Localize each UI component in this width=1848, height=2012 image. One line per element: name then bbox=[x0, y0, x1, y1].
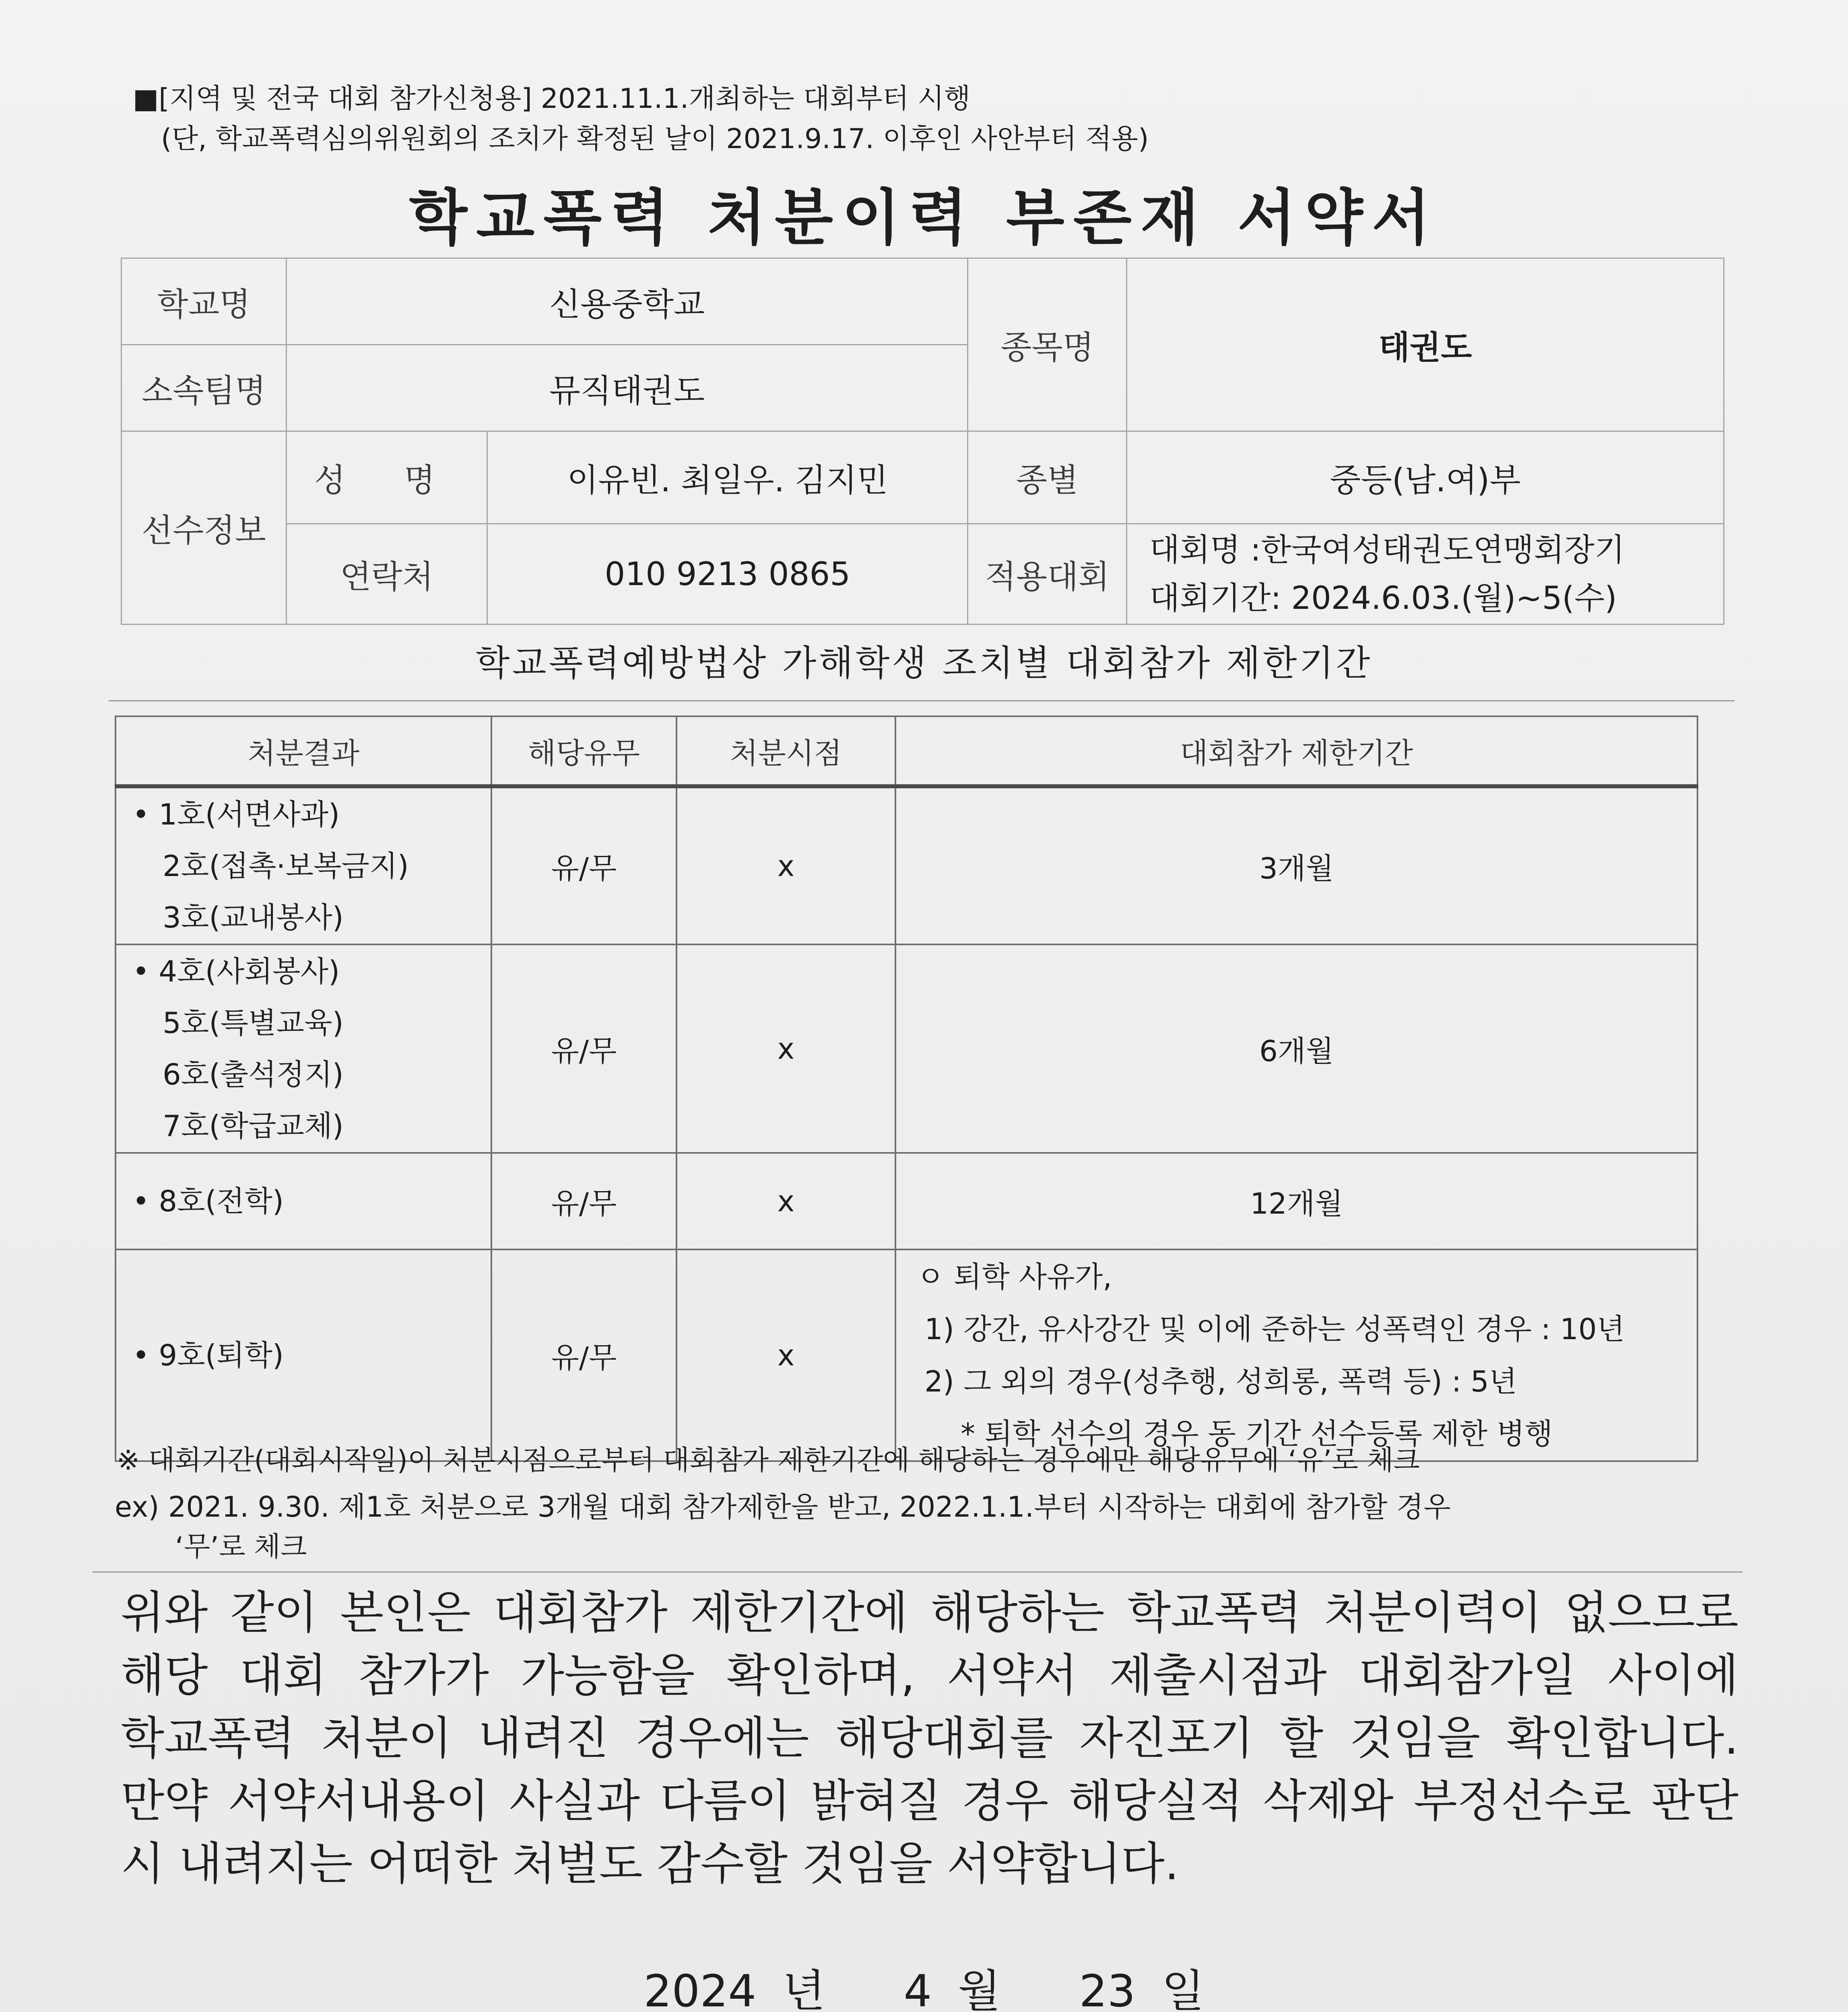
event-name: 대회명 :한국여성태권도연맹회장기 bbox=[1149, 532, 1625, 568]
date-line bbox=[0, 1956, 1848, 2012]
date-month-unit: 월 bbox=[958, 1965, 1001, 2012]
date-month: 4 bbox=[903, 1965, 932, 2012]
time-cell: x bbox=[676, 786, 895, 944]
contact-label: 연락처 bbox=[286, 524, 487, 625]
result-items bbox=[116, 1153, 491, 1249]
list-item: • 8호(전학) bbox=[132, 1184, 284, 1218]
time-cell: x bbox=[676, 944, 895, 1153]
results-table bbox=[115, 715, 1698, 1462]
event-cell bbox=[1127, 524, 1724, 625]
sport-value: 태권도 bbox=[1127, 258, 1724, 431]
event-label: 적용대회 bbox=[968, 524, 1127, 625]
pledge-text: 위와 같이 본인은 대회참가 제한기간에 해당하는 학교폭력 처분이력이 없으므로 해당 대회 참가가 가능함을 확인하며, 서약서 제출시점과 대회참가일 사이에 학교폭력 처분이 내려진 경우에는 해당대회를 자진포기 할 것임을 확인합니다. 만약 서약서내용이 사실과 다름이 밝혀질 경우 해당실적 삭제와 부정선수로 판단 시 내려지는 어떠한 처벌도 감수할 것임을 서약합니다. bbox=[121, 1587, 1739, 1890]
limit-cell: 3개월 bbox=[895, 786, 1697, 944]
date-day-unit: 일 bbox=[1161, 1965, 1204, 2012]
limit-cell: 12개월 bbox=[895, 1153, 1697, 1249]
limit-cell bbox=[895, 1249, 1697, 1461]
note-3: ‘무’로 체크 bbox=[175, 1531, 307, 1563]
applicable-cell: 유/무 bbox=[491, 1249, 676, 1461]
list-item: 7호(학급교체) bbox=[163, 1109, 344, 1143]
limit-line: ㅇ 퇴학 사유가, bbox=[916, 1260, 1112, 1294]
list-item: • 9호(퇴학) bbox=[132, 1338, 284, 1372]
team-value: 뮤직태권도 bbox=[286, 345, 968, 431]
notice-line-2: (단, 학교폭력심의위원회의 조치가 확정된 날이 2021.9.17. 이후인 사안부터 적용) bbox=[161, 123, 1149, 155]
table-row bbox=[116, 1153, 1697, 1249]
header-result: 처분결과 bbox=[116, 716, 491, 786]
applicable-cell: 유/무 bbox=[491, 944, 676, 1153]
table-row bbox=[116, 1249, 1697, 1461]
result-items bbox=[116, 1249, 491, 1461]
list-item: 2호(접촉·보복금지) bbox=[163, 849, 409, 883]
time-cell: x bbox=[676, 1153, 895, 1249]
name-value: 이유빈. 최일우. 김지민 bbox=[487, 431, 968, 524]
school-label: 학교명 bbox=[122, 258, 287, 345]
player-info-label: 선수정보 bbox=[122, 431, 287, 625]
limit-line: 1) 강간, 유사강간 및 이에 준하는 성폭력인 경우 : 10년 bbox=[924, 1312, 1625, 1346]
school-value: 신용중학교 bbox=[286, 258, 968, 345]
header-limit: 대회참가 제한기간 bbox=[895, 716, 1697, 786]
gender-value: 중등(남.여)부 bbox=[1127, 431, 1724, 524]
note-2: ex) 2021. 9.30. 제1호 처분으로 3개월 대회 참가제한을 받고, 2022.1.1.부터 시작하는 대회에 참가할 경우 bbox=[115, 1490, 1451, 1523]
result-items bbox=[116, 944, 491, 1153]
contact-value: 010 9213 0865 bbox=[487, 524, 968, 625]
applicable-cell: 유/무 bbox=[491, 1153, 676, 1249]
limit-cell: 6개월 bbox=[895, 944, 1697, 1153]
name-label: 성 명 bbox=[286, 431, 487, 524]
list-item: 5호(특별교육) bbox=[163, 1006, 344, 1040]
time-cell: x bbox=[676, 1249, 895, 1461]
header-applicable: 해당유무 bbox=[491, 716, 676, 786]
limit-line: 2) 그 외의 경우(성추행, 성희롱, 폭력 등) : 5년 bbox=[924, 1365, 1517, 1398]
note-1: ※ 대회기간(대회시작일)이 처분시점으로부터 대회참가 제한기간에 해당하는 경우에만 해당유무에 ‘유’로 체크 bbox=[117, 1445, 1420, 1476]
event-period: 대회기간: 2024.6.03.(월)~5(수) bbox=[1149, 580, 1617, 616]
list-item: • 4호(사회봉사) bbox=[132, 954, 340, 988]
section-title: 학교폭력예방법상 가해학생 조치별 대회참가 제한기간 bbox=[475, 642, 1373, 684]
date-year-unit: 년 bbox=[782, 1965, 825, 2012]
list-item: 3호(교내봉사) bbox=[163, 901, 344, 934]
result-items bbox=[116, 786, 491, 944]
notice-line-1: ■[지역 및 전국 대회 참가신청용] 2021.11.1.개최하는 대회부터 시행 bbox=[133, 83, 971, 115]
table-row bbox=[116, 944, 1697, 1153]
applicable-cell: 유/무 bbox=[491, 786, 676, 944]
list-item: • 1호(서면사과) bbox=[132, 798, 340, 831]
gender-label: 종별 bbox=[968, 431, 1127, 524]
team-label: 소속팀명 bbox=[122, 345, 287, 431]
sport-label: 종목명 bbox=[968, 258, 1127, 431]
table-row bbox=[116, 786, 1697, 944]
date-day: 23 bbox=[1079, 1965, 1136, 2012]
limit-line: * 퇴학 선수의 경우 동 기간 선수등록 제한 병행 bbox=[961, 1417, 1553, 1451]
header-time: 처분시점 bbox=[676, 716, 895, 786]
info-table bbox=[121, 258, 1724, 625]
date-year: 2024 bbox=[644, 1965, 757, 2012]
document-title: 학교폭력 처분이력 부존재 서약서 bbox=[409, 183, 1439, 253]
list-item: 6호(출석정지) bbox=[163, 1058, 344, 1091]
divider bbox=[93, 1571, 1743, 1573]
divider bbox=[109, 700, 1735, 701]
